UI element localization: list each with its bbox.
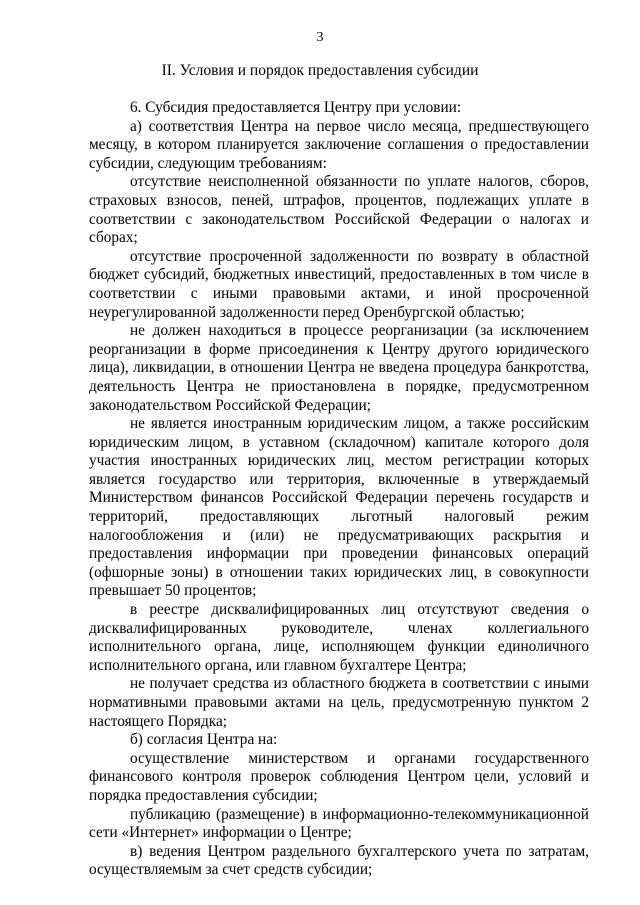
paragraph-clause-6: 6. Субсидия предоставляется Центру при условии: [130,99,462,116]
section-heading: II. Условия и порядок предоставления субсидии [161,62,479,79]
paragraph-consent-inspections: осуществление министерством и органами государственного финансового контроля проверок соблюдения Центром цели, условий и порядка предоставления субсидии; [89,749,589,804]
paragraph-no-overdue-debt: отсутствие просроченной задолженности по возврату в областной бюджет субсидий, бюджетных инвестиций, предоставленных в том числе в соответствии с иными правовыми актами, и иной просроченной неурегулированной задолженности перед Оренбургской областью; [89,247,589,321]
document-body [89,99,589,880]
paragraph-subclause-v: в) ведения Центром раздельного бухгалтерского учета по затратам, осуществляемым за счет средств субсидии; [89,842,589,879]
paragraph-no-disqualified-persons: в реестре дисквалифицированных лиц отсутствуют сведения о дисквалифицированных руководителе, членах коллегиального исполнительного органа, лице, исполняющем функции единоличного исполнительного органа, или главном бухгалтере Центра; [89,601,589,674]
paragraph-consent-publication: публикацию (размещение) в информационно-телекоммуникационной сети «Интернет» информации о Центре; [89,805,589,842]
paragraph-no-other-funding: не получает средства из областного бюджета в соответствии с иными нормативными правовыми актами на цель, предусмотренную пунктом 2 настоящего Порядка; [89,675,589,730]
paragraph-no-reorganization: не должен находиться в процессе реорганизации (за исключением реорганизации в форме присоединения к Центру другого юридического лица), ликвидации, в отношении Центра не введена процедура банкротства, деятельность Центра не приостановлена в порядке, предусмотренном законодательством Российской Федерации; [89,322,589,414]
paragraph-not-foreign-entity: не является иностранным юридическим лицом, а также российским юридическим лицом, в уставном (складочном) капитале которого доля участия иностранных юридических лиц, местом регистрации которых является государство или территория, включенные в утверждаемый Министерством финансов Российской Федерации перечень государств и территорий, предоставляющих льготный налоговый режим налогообложения и (или) не предусматривающих раскрытия и предоставления информации при проведении финансовых операций (офшорные зоны) в отношении таких юридических лиц, в совокупности превышает 50 процентов; [89,415,589,600]
paragraph-subclause-b: б) согласия Центра на: [130,731,278,749]
paragraph-no-tax-debt: отсутствие неисполненной обязанности по уплате налогов, сборов, страховых взносов, пеней, штрафов, процентов, подлежащих уплате в соответствии с законодательством Российской Федерации о налогах и сборах; [89,173,589,247]
page-number: 3 [316,30,324,45]
paragraph-subclause-a: а) соответствия Центра на первое число месяца, предшествующего месяцу, в котором планируется заключение соглашения о предоставлении субсидии, следующим требованиям: [89,117,589,172]
